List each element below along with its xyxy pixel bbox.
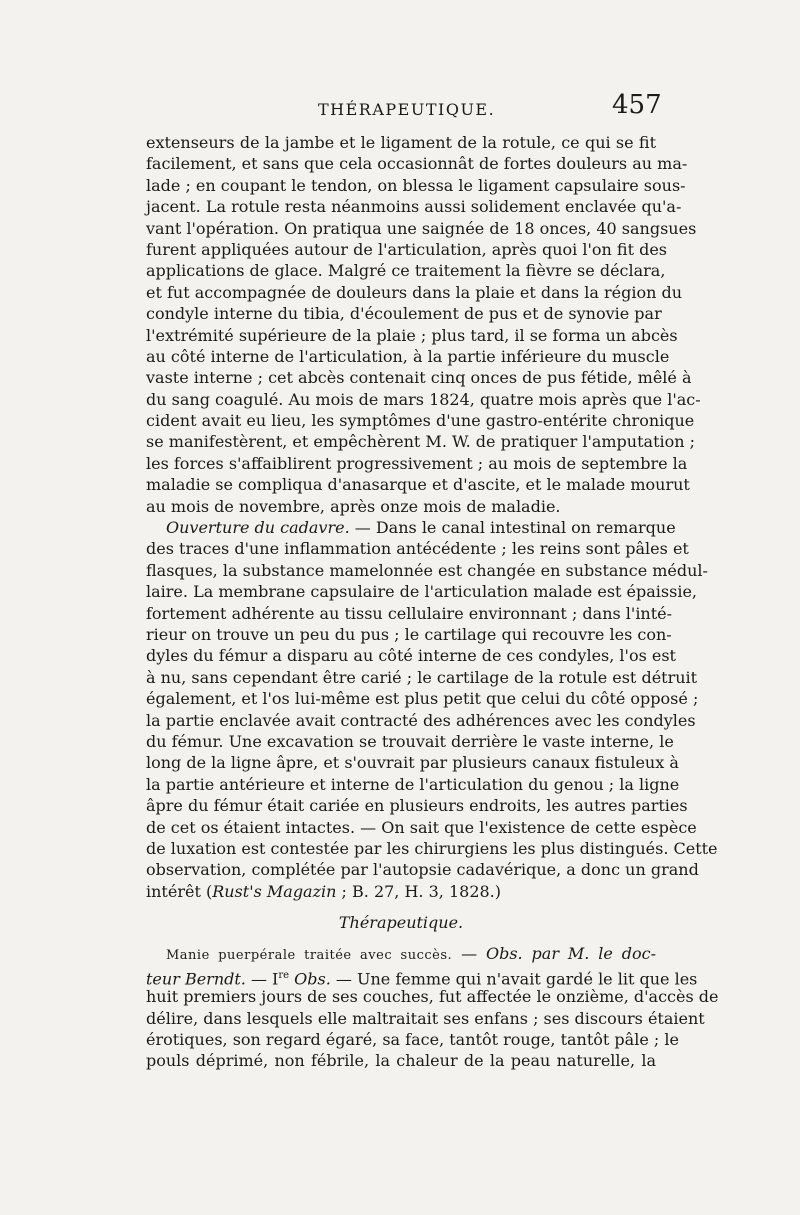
citation-line	[146, 881, 656, 902]
text-line: pouls déprimé, non fébrile, la chaleur de la peau naturelle, la	[146, 1051, 656, 1071]
page-number: 457	[612, 90, 662, 120]
text-line: au côté interne de l'articulation, à la partie inférieure du muscle	[146, 346, 670, 366]
text-line: rieur on trouve un peu du pus ; le cartilage qui recouvre les con-	[146, 624, 672, 644]
autopsy-heading: Ouverture du cadavre.	[166, 518, 350, 538]
text-line: se manifestèrent, et empêchèrent M. W. de pratiquer l'amputation ;	[146, 432, 696, 452]
text-line: cident avait eu lieu, les symptômes d'une gastro-entérite chronique	[146, 411, 695, 431]
running-head	[0, 88, 800, 128]
text-line	[146, 517, 676, 538]
text-line: flasques, la substance mamelonnée est changée en substance médul-	[146, 560, 708, 580]
text-line: observation, complétée par l'autopsie cadavérique, a donc un grand	[146, 860, 699, 880]
text-line: vaste interne ; cet abcès contenait cinq onces de pus fétide, mêlé à	[146, 368, 692, 388]
text-fragment: re	[278, 969, 290, 981]
text-line: long de la ligne âpre, et s'ouvrait par plusieurs canaux fistuleux à	[146, 753, 679, 773]
text-fragment: — Une femme qui n'avait gardé le lit que les	[330, 969, 698, 989]
text-line: la partie enclavée avait contracté des adhérences avec les condyles	[146, 710, 696, 730]
text-fragment: Obs. par M. le doc-	[485, 944, 656, 964]
text-line: lade ; en coupant le tendon, on blessa le ligament capsulaire sous-	[146, 175, 686, 195]
text-line: l'extrémité supérieure de la plaie ; plus tard, il se forma un abcès	[146, 325, 678, 345]
text-line: extenseurs de la jambe et le ligament de la rotule, ce qui se fit	[146, 133, 656, 152]
text-line: au mois de novembre, après onze mois de maladie.	[146, 496, 561, 516]
journal-title: Rust's Magazin	[212, 881, 337, 901]
text-line	[146, 943, 656, 964]
text-line: également, et l'os lui-même est plus petit que celui du côté opposé ;	[146, 689, 699, 709]
text-line: érotiques, son regard égaré, sa face, tantôt rouge, tantôt pâle ; le	[146, 1030, 679, 1050]
text-line: jacent. La rotule resta néanmoins aussi solidement enclavée qu'a-	[146, 197, 682, 217]
paragraph-autopsy	[146, 517, 718, 902]
text-line	[146, 965, 698, 989]
text-line: furent appliquées autour de l'articulation, après quoi l'on fit des	[146, 239, 667, 259]
body-text	[146, 132, 719, 1072]
paragraph-continuation	[146, 132, 701, 517]
text-line: huit premiers jours de ses couches, fut affectée le onzième, d'accès de	[146, 987, 719, 1007]
text-line: la partie antérieure et interne de l'articulation du genou ; la ligne	[146, 774, 680, 794]
text-line: des traces d'une inflammation antécédente ; les reins sont pâles et	[146, 539, 689, 559]
text-fragment: Obs.	[289, 969, 331, 989]
text-line: vant l'opération. On pratiqua une saignée de 18 onces, 40 sangsues	[146, 218, 697, 238]
text-line: maladie se compliqua d'anasarque et d'ascite, et le malade mourut	[146, 475, 690, 495]
text-fragment: teur Berndt.	[146, 969, 246, 989]
text-line: facilement, et sans que cela occasionnât de fortes douleurs au ma-	[146, 154, 688, 174]
text-line: du fémur. Une excavation se trouvait derrière le vaste interne, le	[146, 731, 674, 751]
text-fragment: ; B. 27, H. 3, 1828.)	[336, 881, 501, 901]
text-fragment: intérêt (	[146, 881, 213, 901]
text-line: fortement adhérente au tissu cellulaire environnant ; dans l'inté-	[146, 603, 673, 623]
text-line: du sang coagulé. Au mois de mars 1824, quatre mois après que l'ac-	[146, 389, 701, 409]
text-line: applications de glace. Malgré ce traitement la fièvre se déclara,	[146, 261, 666, 281]
text-line: laire. La membrane capsulaire de l'articulation malade est épaissie,	[146, 582, 698, 602]
case-title: Manie puerpérale traitée avec succès.	[166, 948, 453, 964]
text-line: délire, dans lesquels elle maltraitait ses enfans ; ses discours étaient	[146, 1008, 705, 1028]
section-heading-text: Thérapeutique.	[338, 913, 464, 933]
text-line: de luxation est contestée par les chirurgiens les plus distingués. Cette	[146, 838, 718, 858]
text-line: condyle interne du tibia, d'écoulement de pus et de synovie par	[146, 304, 662, 324]
section-heading	[146, 912, 656, 933]
paragraph-case	[146, 943, 719, 1071]
text-fragment: — I	[245, 969, 279, 989]
text-line: et fut accompagnée de douleurs dans la plaie et dans la région du	[146, 282, 683, 302]
text-line: de cet os étaient intactes. — On sait que l'existence de cette espèce	[146, 817, 697, 837]
text-line: à nu, sans cependant être carié ; le cartilage de la rotule est détruit	[146, 667, 698, 687]
text-line: âpre du fémur était cariée en plusieurs endroits, les autres parties	[146, 796, 688, 816]
running-title: THÉRAPEUTIQUE.	[318, 100, 496, 119]
text-fragment: —	[452, 944, 486, 964]
text-fragment: — Dans le canal intestinal on remarque	[349, 518, 676, 538]
text-line: les forces s'affaiblirent progressivement ; au mois de septembre la	[146, 453, 688, 473]
text-line: dyles du fémur a disparu au côté interne de ces condyles, l'os est	[146, 646, 676, 666]
